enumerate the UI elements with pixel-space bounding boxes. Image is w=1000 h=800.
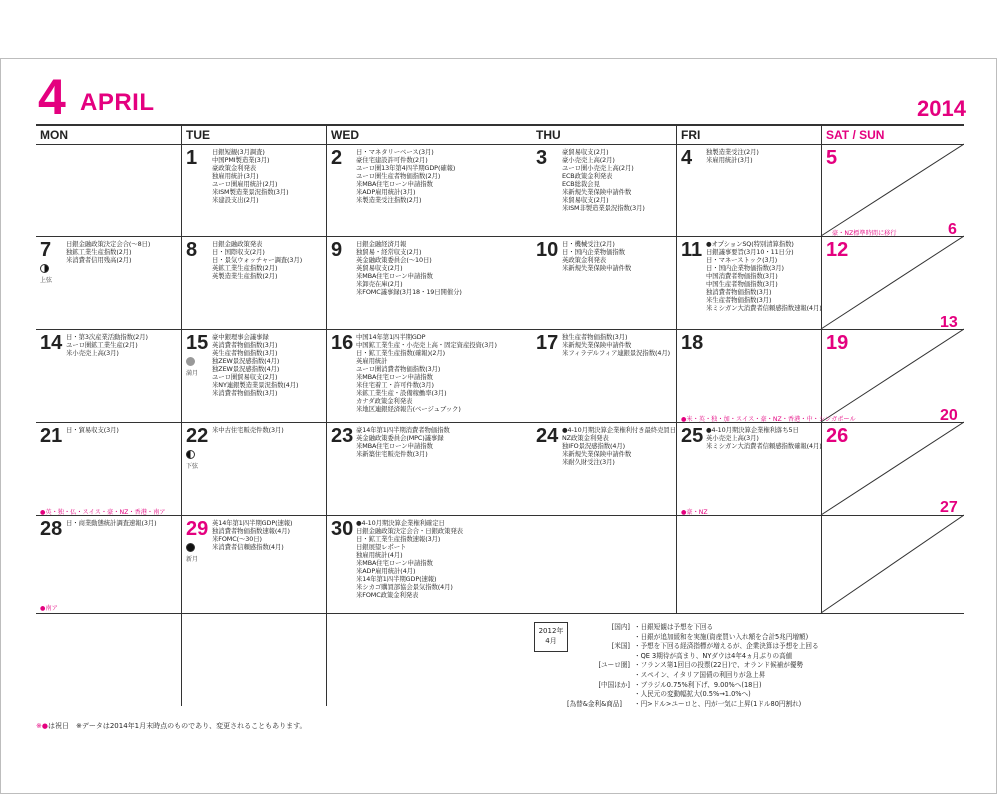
day-events-17 <box>562 333 670 357</box>
day-events-4 <box>706 148 759 164</box>
event-item: NZ政策金利発表 <box>562 434 609 442</box>
event-item: 米新築住宅販売件数(3月) <box>356 450 428 458</box>
event-item: カナダ政策金利発表 <box>356 397 413 405</box>
day-events-28 <box>66 519 157 527</box>
event-item: 米NY連銀製造業景況指数(4月) <box>212 381 299 389</box>
event-item: 米建設支出(2月) <box>212 196 259 204</box>
event-item: 日・第3次産業活動指数(2月) <box>66 333 148 341</box>
event-item: 日・商業動態統計調査速報(3月) <box>66 519 157 527</box>
notes-list <box>534 622 964 712</box>
day-events-29 <box>212 519 292 551</box>
holiday-note: ●南ア <box>40 605 58 612</box>
event-item: 日・機械受注(2月) <box>562 240 615 248</box>
day-events-8 <box>212 240 302 280</box>
day-number: 13 <box>940 314 958 331</box>
note-text: ・人民元の変動幅拡大(0.5%→1.0%へ) <box>634 690 751 699</box>
day-number: 24 <box>536 425 559 447</box>
event-item: 米消費者物価指数(3月) <box>212 389 278 397</box>
event-item: 英14年第1四半期GDP(速報) <box>212 519 293 527</box>
day-number: 9 <box>331 239 343 261</box>
note-text: ・スペイン、イタリア国債の利回りが急上昇 <box>634 671 766 679</box>
day-events-2 <box>356 148 455 204</box>
event-item: 米地区連銀経済報告(ベージュブック) <box>356 405 461 413</box>
footnote-text: は祝日 ※データは2014年1月末時点のものであり、変更されることもあります。 <box>47 722 307 730</box>
event-item: 日・鉱工業生産指数(確報)(2月) <box>356 349 446 357</box>
weekday-tue: TUE <box>186 128 210 142</box>
weekday-wed: WED <box>331 128 359 142</box>
moon-first-quarter-icon <box>40 264 49 273</box>
event-item: 英金融政策委員会(MPC)議事録 <box>356 434 444 442</box>
event-item: 英政策金利発表 <box>562 256 607 264</box>
moon-label: 満月 <box>186 370 199 377</box>
event-item: 独ZEW景況感指数(4月) <box>212 357 280 365</box>
event-item: ●4-10月期決算企業権利落ち5日 <box>706 426 799 434</box>
day-number: 3 <box>536 147 548 169</box>
day-events-24 <box>562 426 676 466</box>
day-events-22 <box>212 426 284 434</box>
event-item: 豪中銀理事会議事録 <box>212 333 269 341</box>
event-item: 米FOMC政策金利発表 <box>356 591 419 599</box>
day-number: 22 <box>186 425 209 447</box>
day-events-16 <box>356 333 497 413</box>
event-item: 米消費者信用残高(2月) <box>66 256 132 264</box>
event-item: 米小売売上高(3月) <box>66 349 119 357</box>
holiday-note: ●英・独・仏・スイス・豪・NZ・香港・南ア <box>40 509 166 516</box>
event-item: ユーロ圏貿易収支(2月) <box>212 373 278 381</box>
day-number: 23 <box>331 425 354 447</box>
day-number: 5 <box>826 147 838 169</box>
event-item: 英鉱工業生産指数(2月) <box>212 264 278 272</box>
event-item: 独鉱工業生産指数(2月) <box>66 248 132 256</box>
day-number: 15 <box>186 332 209 354</box>
event-item: 米14年第1四半期GDP(速報) <box>356 575 437 583</box>
day-number: 19 <box>826 332 849 354</box>
event-item: 米MBA住宅ローン申請指数 <box>356 559 433 567</box>
event-item: 豪貿易収支(2月) <box>562 148 609 156</box>
event-item: ●オプションSQ(特別清算指数) <box>706 240 794 248</box>
event-item: ●4-10月期決算企業権利確定日 <box>356 519 445 527</box>
day-events-10 <box>562 240 631 272</box>
note-category: [米国] <box>611 642 630 651</box>
holiday-marker: ※● <box>36 722 48 730</box>
event-item: 英金融政策委員会(～10日) <box>356 256 432 264</box>
event-item: 中国鉱工業生産・小売売上高・固定資産投資(3月) <box>356 341 497 349</box>
note-category: [ユーロ圏] <box>598 661 630 670</box>
day-number: 6 <box>948 221 957 238</box>
event-item: 英消費者物価指数(3月) <box>212 341 278 349</box>
event-item: ユーロ圏13年第4四半期GDP(確報) <box>356 164 456 172</box>
event-item: 米製造業受注指数(2月) <box>356 196 422 204</box>
note-category: [為替&金利&商品] <box>567 699 622 708</box>
day-number: 2 <box>331 147 343 169</box>
note-text: ・フランス第1回目の投票(22日)で、オランド候補が優勢 <box>634 661 804 670</box>
event-item: 独ZEW景況感指数(4月) <box>212 365 280 373</box>
day-number: 18 <box>681 332 704 354</box>
note-text: ・日銀が追加緩和を実施(資産買い入れ額を合計5兆円増額) <box>634 632 809 641</box>
event-item: ECB政策金利発表 <box>562 172 613 180</box>
event-item: 日・国内企業物価指数 <box>562 248 625 256</box>
month-name: APRIL <box>80 89 155 116</box>
event-item: ユーロ圏雇用統計(2月) <box>212 180 278 188</box>
event-item: 米MBA住宅ローン申請指数 <box>356 373 433 381</box>
event-item: 中国PMI製造業(3月) <box>212 156 270 164</box>
weekday-mon: MON <box>40 128 68 142</box>
event-item: 米シカゴ購買部協会景気指数(4月) <box>356 583 453 591</box>
event-item: 米住宅着工・許可件数(3月) <box>356 381 434 389</box>
event-item: 日銀金融政策発表 <box>212 240 263 248</box>
event-item: 米MBA住宅ローン申請指数 <box>356 442 433 450</box>
day-number: 25 <box>681 425 704 447</box>
weekday-thu: THU <box>536 128 561 142</box>
event-item: 日銀金融経済月報 <box>356 240 407 248</box>
day-number: 10 <box>536 239 559 261</box>
calendar-grid <box>36 124 964 706</box>
note-text: ・円>ドル>ユーロと、円が一気に上昇(1ドル80円割れ) <box>634 699 802 708</box>
event-item: 中国消費者物価指数(3月) <box>706 272 778 280</box>
event-item: 豪政策金利発表 <box>212 164 257 172</box>
event-item: 米新規失業保険申請件数 <box>562 450 632 458</box>
day-number: 28 <box>40 518 63 540</box>
day-number: 26 <box>826 425 849 447</box>
day-number: 12 <box>826 239 849 261</box>
day-number: 30 <box>331 518 354 540</box>
day-number: 20 <box>940 407 958 424</box>
day-number: 16 <box>331 332 354 354</box>
event-item: 英雇用統計 <box>356 357 388 365</box>
day-number: 8 <box>186 239 198 261</box>
event-item: 日・国内企業物価指数(3月) <box>706 264 784 272</box>
event-item: 米MBA住宅ローン申請指数 <box>356 272 433 280</box>
event-item: 米ISM非製造業景況指数(3月) <box>562 204 645 212</box>
day-number: 17 <box>536 332 559 354</box>
day-number: 4 <box>681 147 693 169</box>
event-item: 豪小売売上高(2月) <box>562 156 615 164</box>
event-item: 独消費者物価指数速報(4月) <box>212 527 290 535</box>
event-item: 米消費者信頼感指数(4月) <box>212 543 284 551</box>
event-item: 日・景気ウォッチャー調査(3月) <box>212 256 303 264</box>
note-text: ・予想を下回る経済指標が増えるが、企業決算は予想を上回る <box>634 642 819 651</box>
event-item: 日・マネタリーベース(3月) <box>356 148 434 156</box>
day-events-9 <box>356 240 462 296</box>
event-item: 独貿易・経常収支(2月) <box>356 248 422 256</box>
day-events-30 <box>356 519 463 599</box>
event-item: 米MBA住宅ローン申請指数 <box>356 180 433 188</box>
holiday-note: ●豪・NZ <box>681 509 708 516</box>
notes-year: 2012年 <box>538 627 564 635</box>
year: 2014 <box>917 96 966 121</box>
moon-last-quarter-icon <box>186 450 195 459</box>
day-number: 7 <box>40 239 52 261</box>
moon-new-icon <box>186 543 195 552</box>
event-item: 日銀金融政策決定会合(～8日) <box>66 240 151 248</box>
day-events-15 <box>212 333 298 397</box>
event-item: 中国14年第1四半期GDP <box>356 333 426 341</box>
event-item: 米中古住宅販売件数(3月) <box>212 426 284 434</box>
event-item: 米ミシガン大消費者信頼感指数速報(4月) <box>706 304 822 312</box>
day-events-3 <box>562 148 645 212</box>
day-number: 21 <box>40 425 63 447</box>
day-number: 27 <box>940 499 958 516</box>
day-events-21 <box>66 426 119 434</box>
day-events-23 <box>356 426 450 458</box>
event-item: 日・貿易収支(3月) <box>66 426 119 434</box>
moon-label: 下弦 <box>186 463 199 470</box>
weekday-sat-sun: SAT / SUN <box>826 128 885 142</box>
event-item: 米卸売在庫(2月) <box>356 280 403 288</box>
event-item: 豪住宅建設許可件数(2月) <box>356 156 428 164</box>
event-item: 米フィラデルフィア連銀景況指数(4月) <box>562 349 671 357</box>
footnote <box>36 721 307 731</box>
weekday-fri: FRI <box>681 128 701 142</box>
event-item: 米ISM製造業景況指数(3月) <box>212 188 289 196</box>
event-item: 米ADP雇用統計(4月) <box>356 567 416 575</box>
event-item: 米新規失業保険申請件数 <box>562 188 632 196</box>
day-events-11 <box>706 240 822 312</box>
event-item: 独IFO景況感指数(4月) <box>562 442 626 450</box>
day-number: 11 <box>681 239 703 261</box>
holiday-note: 豪・NZ標準時間に移行 <box>832 230 897 237</box>
event-item: 英生産者物価指数(3月) <box>212 349 278 357</box>
event-item: 中国生産者物価指数(3月) <box>706 280 778 288</box>
day-events-14 <box>66 333 148 357</box>
notes-month: 4月 <box>545 637 557 645</box>
event-item: 米新規失業保険申請件数 <box>562 264 632 272</box>
day-events-1 <box>212 148 289 204</box>
event-item: 米鉱工業生産・設備稼働率(3月) <box>356 389 447 397</box>
event-item: 日・国際収支(2月) <box>212 248 265 256</box>
event-item: 独雇用統計(4月) <box>356 551 403 559</box>
event-item: 豪14年第1四半期消費者物価指数 <box>356 426 450 434</box>
note-text: ・ブラジル0.75%利下げ、9.00%へ(18日) <box>634 680 762 689</box>
event-item: 独雇用統計(3月) <box>212 172 259 180</box>
event-item: ユーロ圏消費者物価指数(3月) <box>356 365 441 373</box>
event-item: 日銀金融政策決定会合・日銀政策発表 <box>356 527 463 535</box>
event-item: ユーロ圏鉱工業生産(2月) <box>66 341 138 349</box>
holiday-note: ●米・英・独・加・スイス・豪・NZ・香港・中・シンガポール <box>681 416 856 423</box>
moon-label: 上弦 <box>40 277 53 284</box>
day-events-7 <box>66 240 150 264</box>
event-item: ●4-10月期決算企業権利付き最終売買日 <box>562 426 676 434</box>
event-item: 米貿易収支(2月) <box>562 196 609 204</box>
note-text: ・日銀短観は予想を下回る <box>634 623 714 631</box>
event-item: 独製造業受注(2月) <box>706 148 759 156</box>
note-category: [国内] <box>611 623 630 631</box>
event-item: ECB総裁会見 <box>562 180 600 188</box>
day-number: 29 <box>186 518 209 540</box>
event-item: 米新規失業保険申請件数 <box>562 341 632 349</box>
event-item: 独生産者物価指数(3月) <box>562 333 628 341</box>
moon-full-icon <box>186 357 195 366</box>
event-item: 米ADP雇用統計(3月) <box>356 188 416 196</box>
day-events-25 <box>706 426 822 450</box>
month-number: 4 <box>38 69 66 125</box>
event-item: 日銀展望レポート <box>356 543 407 551</box>
event-item: 米生産者物価指数(3月) <box>706 296 772 304</box>
note-text: ・QE 3期待が高まり、NYダウは4年4ヵ月ぶりの高値 <box>634 651 793 660</box>
event-item: 独消費者物価指数(3月) <box>706 288 772 296</box>
moon-label: 新月 <box>186 556 199 563</box>
event-item: ユーロ圏小売売上高(2月) <box>562 164 634 172</box>
event-item: 米雇用統計(3月) <box>706 156 753 164</box>
day-number: 14 <box>40 332 63 354</box>
event-item: 日銀議事要旨(3月10・11日分) <box>706 248 794 256</box>
note-category: [中国ほか] <box>598 680 630 689</box>
event-item: 米ミシガン大消費者信頼感指数確報(4月) <box>706 442 822 450</box>
event-item: 英貿易収支(2月) <box>356 264 403 272</box>
event-item: 英小売売上高(3月) <box>706 434 759 442</box>
event-item: ユーロ圏生産者物価指数(2月) <box>356 172 441 180</box>
event-item: 英製造業生産指数(2月) <box>212 272 278 280</box>
event-item: 日・鉱工業生産指数速報(3月) <box>356 535 441 543</box>
event-item: 米耐久財受注(3月) <box>562 458 615 466</box>
event-item: 米FOMC議事録(3月18・19日開催分) <box>356 288 462 296</box>
event-item: 日銀短観(3月調査) <box>212 148 265 156</box>
event-item: 米FOMC(～30日) <box>212 535 262 543</box>
event-item: 日・マネーストック(3月) <box>706 256 778 264</box>
day-number: 1 <box>186 147 198 169</box>
